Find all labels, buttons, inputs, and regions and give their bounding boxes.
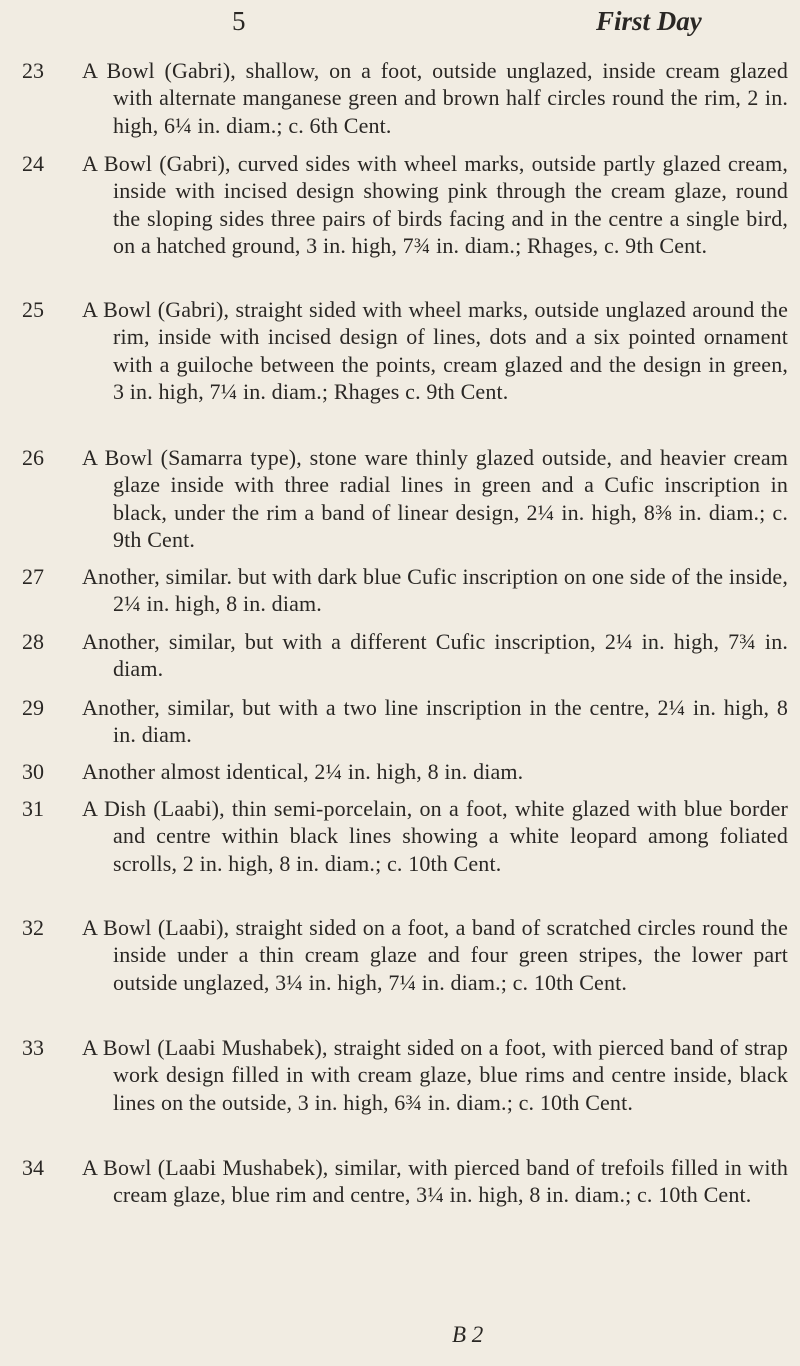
- lot-description: A Bowl (Laabi), straight sided on a foot, a band of scratched circles round the inside under a thin cream glaze and four green stripes, the lower part outside unglazed, 3¼ in. high, 7¼ in. diam.; c. 10th Cent.: [82, 915, 788, 995]
- page-number: 5: [232, 6, 246, 36]
- lot-entry: [22, 57, 788, 139]
- lot-description: A Bowl (Gabri), shallow, on a foot, outside unglazed, inside cream glazed with alternate manganese green and brown half circles round the rim, 2 in. high, 6¼ in. diam.; c. 6th Cent.: [82, 58, 788, 138]
- lot-description: A Bowl (Gabri), curved sides with wheel marks, outside partly glazed cream, inside with incised design showing pink through the cream glaze, round the sloping sides three pairs of birds facing and in the centre a single bird, on a hatched ground, 3 in. high, 7¾ in. diam.; Rhages, c. 9th Cent.: [82, 151, 788, 259]
- lot-entry: [22, 1154, 788, 1209]
- lot-description: A Dish (Laabi), thin semi-porcelain, on a foot, white glazed with blue border and centre within black lines showing a white leopard among foliated scrolls, 2 in. high, 8 in. diam.; c. 10th Cent.: [82, 796, 788, 876]
- lot-entry: [22, 758, 788, 785]
- lot-number: 34: [22, 1155, 44, 1180]
- lot-entry: [22, 563, 788, 618]
- lot-entry: [22, 296, 788, 406]
- lot-number: 30: [22, 759, 44, 784]
- lot-number: 33: [22, 1035, 44, 1060]
- signature-mark: B 2: [452, 1322, 484, 1347]
- lot-entry: [22, 444, 788, 554]
- lot-entry: [22, 628, 788, 683]
- lot-description: A Bowl (Laabi Mushabek), similar, with pierced band of trefoils filled in with cream glaze, blue rim and centre, 3¼ in. high, 8 in. diam.; c. 10th Cent.: [82, 1155, 788, 1208]
- lot-description: Another almost identical, 2¼ in. high, 8 in. diam.: [82, 759, 524, 784]
- lot-number: 27: [22, 564, 44, 589]
- lot-description: Another, similar. but with dark blue Cufic inscription on one side of the inside, 2¼ in. high, 8 in. diam.: [82, 564, 788, 617]
- lot-entry: [22, 1034, 788, 1116]
- lot-description: A Bowl (Gabri), straight sided with wheel marks, outside unglazed around the rim, inside with incised design of lines, dots and a six pointed ornament with a guiloche between the points, cream glazed and the design in green, 3 in. high, 7¼ in. diam.; Rhages c. 9th Cent.: [82, 297, 788, 405]
- lot-number: 26: [22, 445, 44, 470]
- lot-number: 28: [22, 629, 44, 654]
- lot-entry: [22, 795, 788, 877]
- running-title: First Day: [596, 6, 702, 36]
- lot-number: 23: [22, 58, 44, 83]
- lot-number: 29: [22, 695, 44, 720]
- lot-entry: [22, 914, 788, 996]
- lot-description: Another, similar, but with a two line inscription in the centre, 2¼ in. high, 8 in. diam.: [82, 695, 788, 748]
- page-header: [0, 6, 800, 46]
- lot-number: 32: [22, 915, 44, 940]
- lot-entry: [22, 694, 788, 749]
- lot-description: A Bowl (Laabi Mushabek), straight sided on a foot, with pierced band of strap work design filled in with cream glaze, blue rims and centre inside, black lines on the outside, 3 in. high, 6¾ in. diam.; c. 10th Cent.: [82, 1035, 788, 1115]
- lot-number: 25: [22, 297, 44, 322]
- lot-entry: [22, 150, 788, 260]
- lot-description: A Bowl (Samarra type), stone ware thinly glazed outside, and heavier cream glaze inside with three radial lines in green and a Cufic inscription in black, under the rim a band of linear design, 2¼ in. high, 8⅜ in. diam.; c. 9th Cent.: [82, 445, 788, 553]
- lot-description: Another, similar, but with a different Cufic inscription, 2¼ in. high, 7¾ in. diam.: [82, 629, 788, 682]
- lot-number: 24: [22, 151, 44, 176]
- lot-number: 31: [22, 796, 44, 821]
